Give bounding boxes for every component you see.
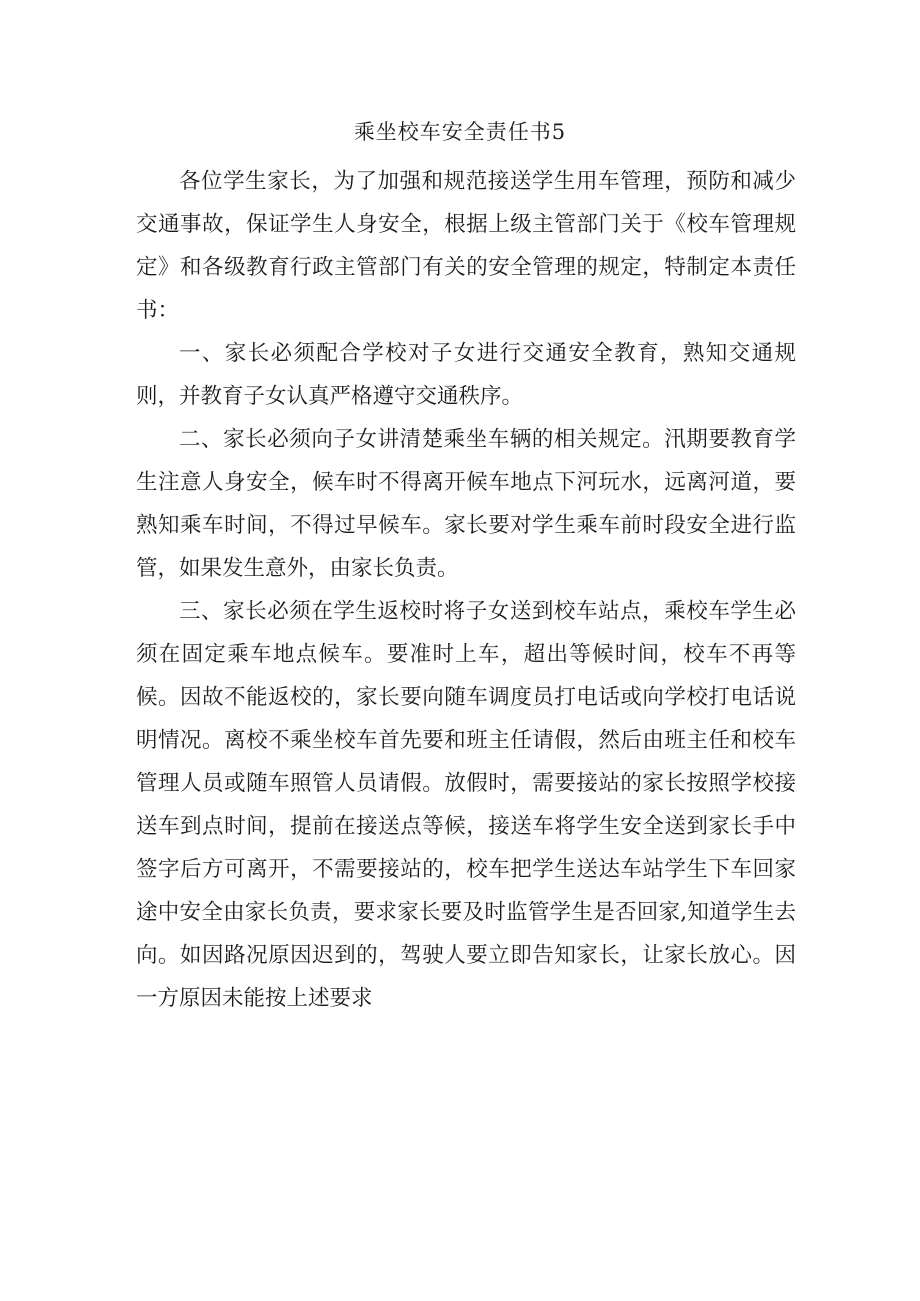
document-body (136, 160, 796, 1020)
paragraph-clause-3: 三、家长必须在学生返校时将子女送到校车站点，乘校车学生必须在固定乘车地点候车。要准时上车，超出等候时间，校车不再等候。因故不能返校的，家长要向随车调度员打电话或向学校打电话说明情况。离校不乘坐校车首先要和班主任请假，然后由班主任和校车管理人员或随车照管人员请假。放假时，需要接站的家长按照学校接送车到点时间，提前在接送点等候，接送车将学生安全送到家长手中签字后方可离开，不需要接站的，校车把学生送达车站学生下车回家途中安全由家长负责，要求家长要及时监管学生是否回家,知道学生去向。如因路况原因迟到的，驾驶人要立即告知家长，让家长放心。因一方原因未能按上述要求 (136, 599, 796, 1011)
paragraph-intro: 各位学生家长，为了加强和规范接送学生用车管理，预防和减少交通事故，保证学生人身安全，根据上级主管部门关于《校车管理规定》和各级教育行政主管部门有关的安全管理的规定，特制定本责任书： (136, 169, 796, 323)
paragraph-clause-2: 二、家长必须向子女讲清楚乘坐车辆的相关规定。汛期要教育学生注意人身安全，候车时不得离开候车地点下河玩水，远离河道，要熟知乘车时间，不得过早候车。家长要对学生乘车前时段安全进行监管，如果发生意外，由家长负责。 (136, 427, 796, 581)
paragraph-clause-1: 一、家长必须配合学校对子女进行交通安全教育，熟知交通规则，并教育子女认真严格遵守交通秩序。 (136, 341, 796, 409)
document-title: 乘坐校车安全责任书5 (353, 120, 567, 144)
